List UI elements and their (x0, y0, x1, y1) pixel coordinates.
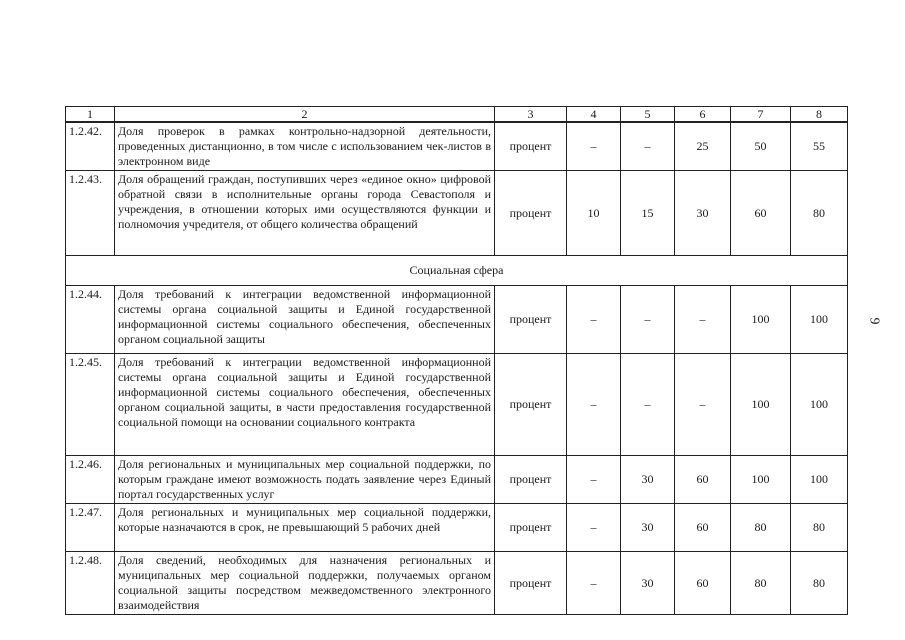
table-row (66, 286, 848, 354)
value-cell: 60 (675, 504, 731, 552)
unit-cell: процент (495, 354, 567, 456)
value-cell: 100 (791, 354, 848, 456)
value-cell: 60 (675, 456, 731, 504)
indicator-description: Доля обращений граждан, поступивших через «единое окно» цифровой обратной связи в исполнительные органы города Севастополя и учреждения, в отношении которых ими осуществляются функции и полномочия учредителя, от общего количества обращений (115, 171, 495, 256)
table-row (66, 504, 848, 552)
value-cell: 60 (675, 552, 731, 615)
indicator-description: Доля сведений, необходимых для назначения региональных и муниципальных мер социальной поддержки, получаемых органом социальной защиты посредством межведомственного электронного взаимодействия (115, 552, 495, 615)
row-number: 1.2.46. (66, 456, 115, 504)
value-cell: – (621, 286, 675, 354)
table-row (66, 456, 848, 504)
value-cell: 100 (731, 286, 791, 354)
table-row (66, 552, 848, 615)
value-cell: 100 (731, 456, 791, 504)
table-row (66, 171, 848, 256)
header-cell: 3 (495, 107, 567, 123)
row-number: 1.2.44. (66, 286, 115, 354)
value-cell: – (621, 122, 675, 171)
section-row (66, 256, 848, 286)
value-cell: – (567, 456, 621, 504)
page-number: 9 (866, 317, 882, 325)
value-cell: – (567, 552, 621, 615)
value-cell: – (567, 286, 621, 354)
table-row (66, 354, 848, 456)
unit-cell: процент (495, 504, 567, 552)
indicator-description: Доля требований к интеграции ведомственной информационной системы органа социальной защиты и Единой государственной информационной системы социального обеспечения, обеспеченных органом социальной защиты, в части предоставления государственной социальной помощи на основании социального контракта (115, 354, 495, 456)
value-cell: 55 (791, 122, 848, 171)
value-cell: – (567, 354, 621, 456)
value-cell: 10 (567, 171, 621, 256)
value-cell: 100 (791, 456, 848, 504)
value-cell: 25 (675, 122, 731, 171)
value-cell: 30 (621, 552, 675, 615)
value-cell: 15 (621, 171, 675, 256)
section-title: Социальная сфера (66, 256, 848, 286)
value-cell: – (567, 504, 621, 552)
indicator-description: Доля проверок в рамках контрольно-надзорной деятельности, проведенных дистанционно, в том числе с использованием чек-листов в электронном виде (115, 122, 495, 171)
indicator-description: Доля требований к интеграции ведомственной информационной системы органа социальной защиты и Единой государственной информационной системы социального обеспечения, обеспеченных органом социальной защиты (115, 286, 495, 354)
header-cell: 7 (731, 107, 791, 123)
row-number: 1.2.48. (66, 552, 115, 615)
value-cell: – (567, 122, 621, 171)
value-cell: – (675, 286, 731, 354)
header-cell: 2 (115, 107, 495, 123)
row-number: 1.2.42. (66, 122, 115, 171)
header-cell: 5 (621, 107, 675, 123)
table-row (66, 122, 848, 171)
value-cell: 80 (791, 171, 848, 256)
unit-cell: процент (495, 456, 567, 504)
value-cell: 50 (731, 122, 791, 171)
unit-cell: процент (495, 171, 567, 256)
header-cell: 6 (675, 107, 731, 123)
unit-cell: процент (495, 286, 567, 354)
header-cell: 4 (567, 107, 621, 123)
value-cell: 30 (621, 456, 675, 504)
header-cell: 1 (66, 107, 115, 123)
header-cell: 8 (791, 107, 848, 123)
value-cell: 30 (621, 504, 675, 552)
unit-cell: процент (495, 122, 567, 171)
indicator-description: Доля региональных и муниципальных мер социальной поддержки, которые назначаются в срок, не превышающий 5 рабочих дней (115, 504, 495, 552)
value-cell: 80 (791, 552, 848, 615)
indicator-description: Доля региональных и муниципальных мер социальной поддержки, по которым граждане имеют возможность подать заявление через Единый портал государственных услуг (115, 456, 495, 504)
value-cell: 100 (791, 286, 848, 354)
row-number: 1.2.43. (66, 171, 115, 256)
row-number: 1.2.45. (66, 354, 115, 456)
value-cell: 30 (675, 171, 731, 256)
unit-cell: процент (495, 552, 567, 615)
value-cell: 80 (731, 504, 791, 552)
value-cell: 100 (731, 354, 791, 456)
value-cell: 60 (731, 171, 791, 256)
value-cell: – (621, 354, 675, 456)
indicators-table (65, 106, 848, 615)
table-header-row (66, 107, 848, 123)
value-cell: 80 (731, 552, 791, 615)
value-cell: – (675, 354, 731, 456)
value-cell: 80 (791, 504, 848, 552)
row-number: 1.2.47. (66, 504, 115, 552)
